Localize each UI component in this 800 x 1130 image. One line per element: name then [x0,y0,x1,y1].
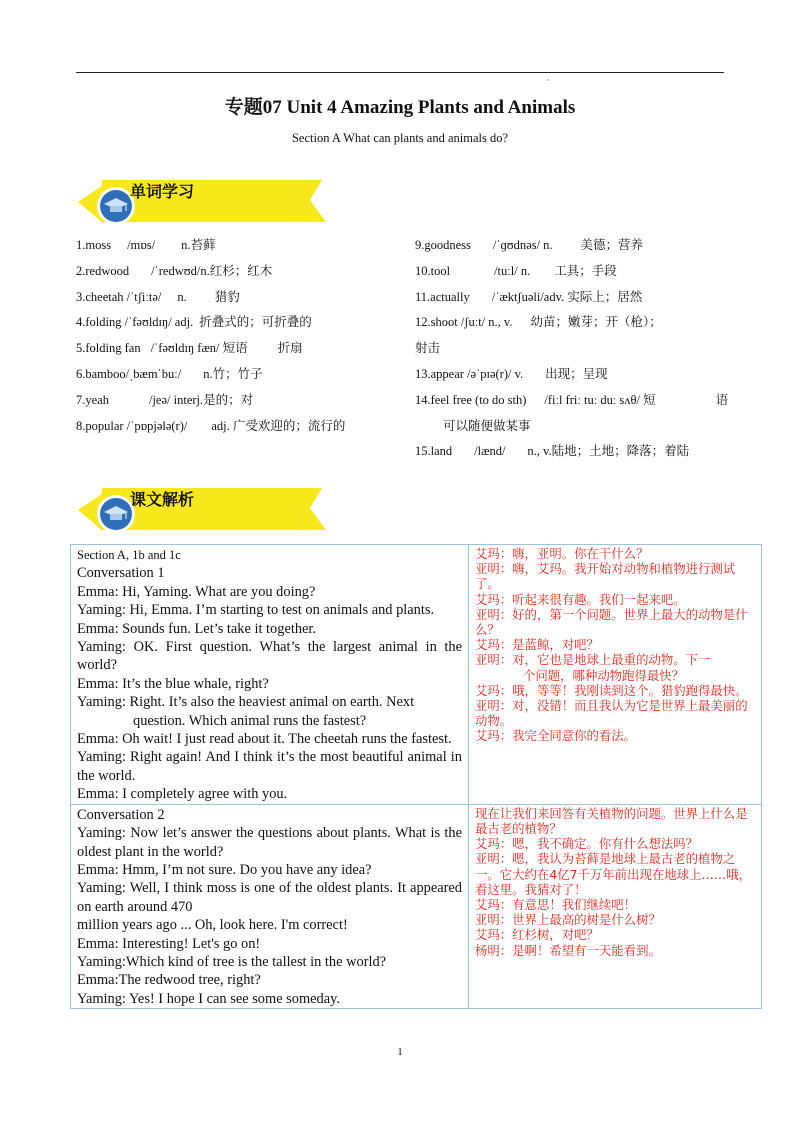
vocab-entry [415,362,725,388]
vocab-definition: /lænd/ [474,444,506,459]
vocab-definition: 折叠式的；可折叠的 [199,315,312,330]
translation-line: 亚明：好的，第一个问题。世界上最大的动物是什么？ [475,606,748,638]
conversation-table [70,544,762,1009]
vocab-word: 射击 [415,341,441,356]
vocab-definition: /fiːl friː tuː duː sʌθ/ 短 [544,392,656,407]
translation-line: 艾玛：是蓝鲸，对吧？ [475,637,599,653]
vocab-definition: /ˈredwʊd/n.红杉；红木 [151,263,273,278]
vocab-entry [415,439,725,465]
vocab-list-right [415,233,729,465]
banner-ribbon [78,178,330,226]
vocab-word: 8.popular /ˈpɒpjələ(r)/ [76,418,188,433]
vocab-entry [415,414,725,440]
vocab-word: 4.folding /ˈfəʊldɪŋ/ adj. [76,315,194,330]
vocab-entry [415,285,725,311]
dialogue-line: Yaming: OK. First question. What’s the largest animal in the world? [77,639,462,674]
vocab-word: 9.goodness [415,238,471,252]
section-label: Section A, 1b and 1c [77,548,181,562]
vocab-banner-label: 单词学习 [130,182,195,201]
text-banner-label: 课文解析 [130,490,195,509]
vocab-entry [76,259,406,285]
translation-line: 杨明：是啊！希望有一天能看到。 [475,942,661,958]
conversation-title: Conversation 2 [77,806,165,823]
vocab-definition: /ˈfəʊldɪŋ fæn/ 短语 [150,341,248,356]
vocab-definition: /ˈæktʃuəli/adv. 实际上；居然 [491,289,643,304]
vocab-definition: adj. 广受欢迎的；流行的 [211,418,346,433]
dialogue-line: Yaming:Which kind of tree is the tallest in the world? [77,953,387,970]
vocab-entry [415,310,725,336]
text-analysis-banner [78,486,330,534]
translation-line: 艾玛：嗯，我不确定。你有什么想法吗？ [475,836,699,852]
vocab-definition: 语 [715,392,729,407]
translation-line: 亚明：嗯，我认为苔藓是地球上最古老的植物之一。它大约在4亿7千万年前出现在地球上……哦，看这里。我猜对了！ [475,851,751,897]
translation-line: 艾玛：哦，等等！我刚读到这个。猎豹跑得最快。 [475,682,748,698]
vocab-entry [76,414,406,440]
page-title: 专题07 Unit 4 Amazing Plants and Animals [224,97,576,118]
vocab-word: 12.shoot /ʃuːt/ n., v. [415,315,513,330]
translation-line: 亚明：世界上最高的树是什么树？ [475,912,661,928]
dialogue-line: Yaming: Well, I think moss is one of the oldest plants. It appeared on earth around 470 [77,880,462,915]
dialogue-line: Yaming: Right. It’s also the heaviest animal on earth. Next [77,694,415,711]
vocab-definition: 出现；呈现 [545,366,608,381]
conversation-2-translation [469,804,762,1008]
dialogue-line: Emma: It’s the blue whale, right? [77,675,269,692]
dialogue-line: Emma: Interesting! Let's go on! [77,935,261,952]
dialogue-line: Emma: Sounds fun. Let’s take it together. [77,620,317,637]
vocab-entry [415,336,725,362]
vocab-word: 10.tool [415,263,451,278]
vocab-entry [76,388,406,414]
header-rule [76,72,724,73]
vocab-definition: 折扇 [277,341,303,356]
vocab-word: 3.cheetah /ˈtʃiːtə/ [76,289,162,304]
vocab-entry [76,336,406,362]
vocab-word: 11.actually [415,289,470,304]
vocab-word: 5.folding fan [76,341,141,356]
translation-line: 亚明：嗨，艾玛。我开始对动物和植物进行测试了。 [475,561,736,592]
vocab-word: 7.yeah [76,392,109,407]
vocab-definition: 幼苗；嫩芽；开（枪）； [530,315,662,330]
vocab-definition: n. [177,289,187,304]
vocab-word: 13.appear /əˈpɪə(r)/ v. [415,366,524,381]
vocab-entry [415,259,725,285]
translation-line: 亚明：对，没错！而且我认为它是世界上最美丽的动物。 [475,698,748,729]
translation-line: 艾玛：听起来很有趣。我们一起来吧。 [475,591,686,607]
dialogue-line: Yaming: Yes! I hope I can see some someday. [77,990,340,1007]
vocab-entry [76,233,406,259]
vocab-definition: 工具；手段 [554,263,617,278]
dialogue-line: Emma: Hmm, I’m not sure. Do you have any idea? [77,861,372,878]
conversation-1-translation [469,545,762,805]
translation-line: 艾玛：红杉树，对吧？ [475,927,599,943]
vocab-entry [415,388,729,414]
dialogue-line: question. Which animal runs the fastest? [133,712,367,729]
translation-line: 亚明：对，它也是地球上最重的动物。下一 [475,652,711,668]
dialogue-line: million years ago ... Oh, look here. I'm correct! [77,917,348,934]
dialogue-line: Yaming: Right again! And I think it’s the most beautiful animal in the world. [77,749,462,784]
conversation-2-english [71,804,469,1008]
vocab-definition: 美德；营养 [580,238,644,252]
vocab-entry [76,310,406,336]
vocab-definition: /tuːl/ n. [494,263,531,278]
dialogue-line: Yaming: Hi, Emma. I’m starting to test on animals and plants. [77,602,435,619]
banner-ribbon [78,486,330,534]
translation-line: 艾玛：嗨，亚明。你在干什么？ [475,546,649,561]
translation-line: 个问题，哪种动物跑得最快？ [523,667,685,683]
vocab-definition: /mɒs/ [127,238,156,252]
vocab-word: 15.land [415,444,453,459]
conversation-title: Conversation 1 [77,565,165,582]
vocab-word: 1.moss [76,238,112,252]
translation-line: 艾玛：我完全同意你的看法。 [475,728,637,744]
translation-line: 艾玛：有意思！我们继续吧！ [475,896,637,912]
dialogue-line: Emma: I completely agree with you. [77,786,288,803]
vocab-definition: n., v.陆地；土地；降落；着陆 [527,444,690,459]
vocab-word: 6.bamboo/ˌbæmˈbuː/ [76,366,182,381]
vocab-word: 可以随便做某事 [443,418,531,433]
vocab-section-banner [78,178,330,226]
vocab-definition: /ˈɡʊdnəs/ n. [492,238,553,252]
dialogue-line: Emma:The redwood tree, right? [77,972,261,989]
vocab-entry [415,233,725,259]
vocab-list-left [76,233,406,439]
speck [547,79,549,81]
conversation-1-english [71,545,469,805]
vocab-definition: 猎豹 [214,289,240,304]
vocab-definition: n.竹；竹子 [203,366,263,381]
dialogue-line: Emma: Oh wait! I just read about it. The cheetah runs the fastest. [77,731,452,748]
vocab-entry [76,285,406,311]
vocab-entry [76,362,406,388]
vocab-definition: /jeə/ interj.是的；对 [148,392,254,407]
page-number: 1 [397,1046,403,1058]
conversation-2-row [71,804,762,1008]
dialogue-line: Yaming: Now let’s answer the questions about plants. What is the oldest plant in the world? [77,825,462,860]
translation-line: 现在让我们来回答有关植物的问题。世界上什么是最古老的植物？ [475,805,748,836]
dialogue-line: Emma: Hi, Yaming. What are you doing? [77,583,316,600]
vocab-word: 14.feel free (to do sth) [415,392,527,407]
page-subtitle: Section A What can plants and animals do? [291,131,509,145]
vocab-word: 2.redwood [76,263,130,278]
vocab-definition: n.苔藓 [181,238,216,252]
conversation-1-row [71,545,762,805]
